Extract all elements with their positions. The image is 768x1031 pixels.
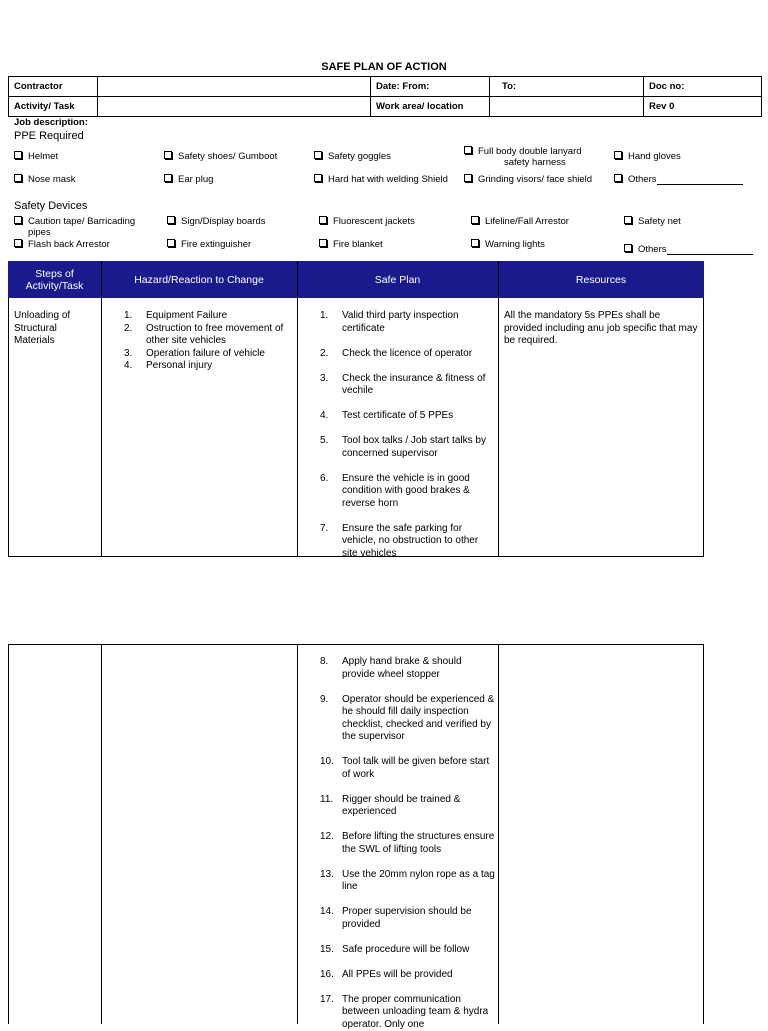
ppe-grinding-visors: Grinding visors/ face shield bbox=[464, 174, 592, 185]
work-area-label: Work area/ location bbox=[371, 97, 490, 117]
list-text: Operator should be experienced & he should fill daily inspection checklist, checked and verified by the supervisor bbox=[342, 694, 494, 743]
device-caution-tape: Caution tape/ Barricading pipes bbox=[14, 216, 135, 238]
checkbox-icon bbox=[464, 174, 472, 182]
device-fire-extinguisher: Fire extinguisher bbox=[167, 239, 251, 250]
list-text: Tool box talks / Job start talks by concerned supervisor bbox=[342, 435, 486, 459]
list-text: Test certificate of 5 PPEs bbox=[342, 410, 453, 421]
list-text: Ensure the vehicle is in good condition with good brakes & reverse horn bbox=[342, 473, 470, 509]
checkbox-icon bbox=[464, 146, 472, 154]
list-text: Apply hand brake & should provide wheel stopper bbox=[342, 656, 462, 680]
checkbox-icon bbox=[614, 174, 622, 182]
checkbox-icon bbox=[14, 239, 22, 247]
ppe-required-label: PPE Required bbox=[14, 130, 84, 142]
list-number: 16. bbox=[320, 969, 334, 982]
activity-label: Activity/ Task bbox=[9, 97, 98, 117]
grid-line bbox=[101, 261, 102, 557]
header-steps: Steps of Activity/Task bbox=[8, 261, 101, 298]
plan-item bbox=[320, 756, 496, 781]
plan-item bbox=[320, 869, 496, 894]
list-text: Rigger should be trained & experienced bbox=[342, 794, 460, 818]
list-number: 3. bbox=[320, 373, 328, 386]
list-number: 10. bbox=[320, 756, 334, 769]
hazard-item bbox=[124, 348, 296, 361]
list-number: 12. bbox=[320, 831, 334, 844]
device-others: Others bbox=[624, 244, 753, 255]
header-resources: Resources bbox=[498, 261, 704, 298]
hazard-item bbox=[124, 360, 296, 373]
list-text: Operation failure of vehicle bbox=[146, 348, 265, 359]
grid-line bbox=[703, 298, 704, 557]
hazard-item bbox=[124, 310, 296, 323]
list-number: 15. bbox=[320, 944, 334, 957]
plan-item bbox=[320, 435, 496, 460]
list-number: 3. bbox=[124, 348, 132, 361]
row1-plan bbox=[320, 310, 496, 560]
plan-item bbox=[320, 523, 496, 561]
checkbox-icon bbox=[471, 216, 479, 224]
grid-line bbox=[297, 261, 298, 557]
list-number: 5. bbox=[320, 435, 328, 448]
list-number: 4. bbox=[124, 360, 132, 373]
grid-line bbox=[297, 644, 298, 1024]
checkbox-icon bbox=[314, 174, 322, 182]
grid-line bbox=[8, 644, 704, 645]
list-text: Check the insurance & fitness of vechile bbox=[342, 373, 485, 397]
device-safety-net: Safety net bbox=[624, 216, 681, 227]
list-number: 1. bbox=[320, 310, 328, 323]
grid-line bbox=[8, 298, 9, 557]
list-number: 4. bbox=[320, 410, 328, 423]
device-sign-boards: Sign/Display boards bbox=[167, 216, 266, 227]
rev-label: Rev 0 bbox=[644, 97, 762, 117]
plan-item bbox=[320, 969, 496, 982]
list-text: Ensure the safe parking for vehicle, no obstruction to other site vehicles bbox=[342, 523, 478, 559]
row1-resources: All the mandatory 5s PPEs shall be provided including anu job specific that may be required. bbox=[504, 310, 698, 348]
list-text: Safe procedure will be follow bbox=[342, 944, 469, 955]
plan-item bbox=[320, 794, 496, 819]
ppe-helmet: Helmet bbox=[14, 151, 58, 162]
grid-line bbox=[498, 261, 499, 557]
date-from-label: Date: From: bbox=[371, 77, 490, 97]
checkbox-icon bbox=[167, 216, 175, 224]
row2-plan bbox=[320, 656, 496, 1031]
grid-line bbox=[8, 644, 9, 1024]
list-text: Personal injury bbox=[146, 360, 212, 371]
list-text: Equipment Failure bbox=[146, 310, 227, 321]
ppe-safety-goggles: Safety goggles bbox=[314, 151, 391, 162]
plan-item bbox=[320, 348, 496, 361]
list-number: 9. bbox=[320, 694, 328, 707]
list-text: Valid third party inspection certificate bbox=[342, 310, 459, 334]
ppe-safety-shoes: Safety shoes/ Gumboot bbox=[164, 151, 277, 162]
hazard-item bbox=[124, 323, 296, 348]
checkbox-icon bbox=[314, 151, 322, 159]
others-blank-line bbox=[667, 245, 753, 255]
plan-item bbox=[320, 694, 496, 744]
plan-item bbox=[320, 994, 496, 1031]
device-flash-back-arrestor: Flash back Arrestor bbox=[14, 239, 110, 250]
checkbox-icon bbox=[614, 151, 622, 159]
list-text: Proper supervision should be provided bbox=[342, 906, 472, 930]
list-text: All PPEs will be provided bbox=[342, 969, 453, 980]
list-text: Before lifting the structures ensure the SWL of lifting tools bbox=[342, 831, 494, 855]
plan-item bbox=[320, 373, 496, 398]
list-number: 2. bbox=[124, 323, 132, 336]
list-number: 8. bbox=[320, 656, 328, 669]
checkbox-icon bbox=[14, 151, 22, 159]
list-number: 13. bbox=[320, 869, 334, 882]
plan-item bbox=[320, 831, 496, 856]
device-lifeline: Lifeline/Fall Arrestor bbox=[471, 216, 569, 227]
ppe-full-body-harness: Full body double lanyard safety harness bbox=[464, 146, 582, 168]
list-text: Check the licence of operator bbox=[342, 348, 472, 359]
grid-line bbox=[498, 644, 499, 1024]
ppe-ear-plug: Ear plug bbox=[164, 174, 213, 185]
list-number: 17. bbox=[320, 994, 334, 1007]
checkbox-icon bbox=[164, 174, 172, 182]
checkbox-icon bbox=[14, 216, 22, 224]
list-number: 6. bbox=[320, 473, 328, 486]
list-number: 1. bbox=[124, 310, 132, 323]
activity-value bbox=[98, 97, 371, 117]
checkbox-icon bbox=[167, 239, 175, 247]
header-safe-plan: Safe Plan bbox=[297, 261, 498, 298]
checkbox-icon bbox=[624, 244, 632, 252]
job-description-label: Job description: bbox=[14, 117, 88, 128]
contractor-label: Contractor bbox=[9, 77, 98, 97]
device-fluorescent-jackets: Fluorescent jackets bbox=[319, 216, 415, 227]
header-hazard: Hazard/Reaction to Change bbox=[101, 261, 297, 298]
plan-item bbox=[320, 906, 496, 931]
work-area-value bbox=[490, 97, 644, 117]
document-title: SAFE PLAN OF ACTION bbox=[0, 61, 768, 73]
others-blank-line bbox=[657, 175, 743, 185]
plan-item bbox=[320, 944, 496, 957]
to-label: To: bbox=[490, 77, 644, 97]
plan-item bbox=[320, 410, 496, 423]
grid-line bbox=[101, 644, 102, 1024]
list-text: The proper communication between unloading team & hydra operator. Only one bbox=[342, 994, 488, 1030]
plan-item bbox=[320, 473, 496, 511]
header-table bbox=[8, 76, 762, 117]
checkbox-icon bbox=[319, 239, 327, 247]
ppe-others: Others bbox=[614, 174, 743, 185]
plan-item bbox=[320, 310, 496, 335]
device-fire-blanket: Fire blanket bbox=[319, 239, 383, 250]
checkbox-icon bbox=[14, 174, 22, 182]
table-header bbox=[8, 261, 704, 298]
ppe-nose-mask: Nose mask bbox=[14, 174, 76, 185]
ppe-hand-gloves: Hand gloves bbox=[614, 151, 681, 162]
plan-item bbox=[320, 656, 496, 681]
checkbox-icon bbox=[471, 239, 479, 247]
list-number: 2. bbox=[320, 348, 328, 361]
device-warning-lights: Warning lights bbox=[471, 239, 545, 250]
list-number: 7. bbox=[320, 523, 328, 536]
grid-line bbox=[703, 644, 704, 1024]
list-text: Ostruction to free movement of other site vehicles bbox=[146, 323, 283, 347]
list-number: 11. bbox=[320, 794, 333, 807]
list-text: Use the 20mm nylon rope as a tag line bbox=[342, 869, 495, 893]
doc-no-label: Doc no: bbox=[644, 77, 762, 97]
list-number: 14. bbox=[320, 906, 334, 919]
row1-hazards bbox=[124, 310, 296, 373]
row1-step: Unloading of Structural Materials bbox=[14, 310, 98, 348]
checkbox-icon bbox=[319, 216, 327, 224]
list-text: Tool talk will be given before start of work bbox=[342, 756, 489, 780]
checkbox-icon bbox=[164, 151, 172, 159]
ppe-hard-hat-welding: Hard hat with welding Shield bbox=[314, 174, 448, 185]
safety-devices-label: Safety Devices bbox=[14, 200, 87, 212]
contractor-value bbox=[98, 77, 371, 97]
checkbox-icon bbox=[624, 216, 632, 224]
